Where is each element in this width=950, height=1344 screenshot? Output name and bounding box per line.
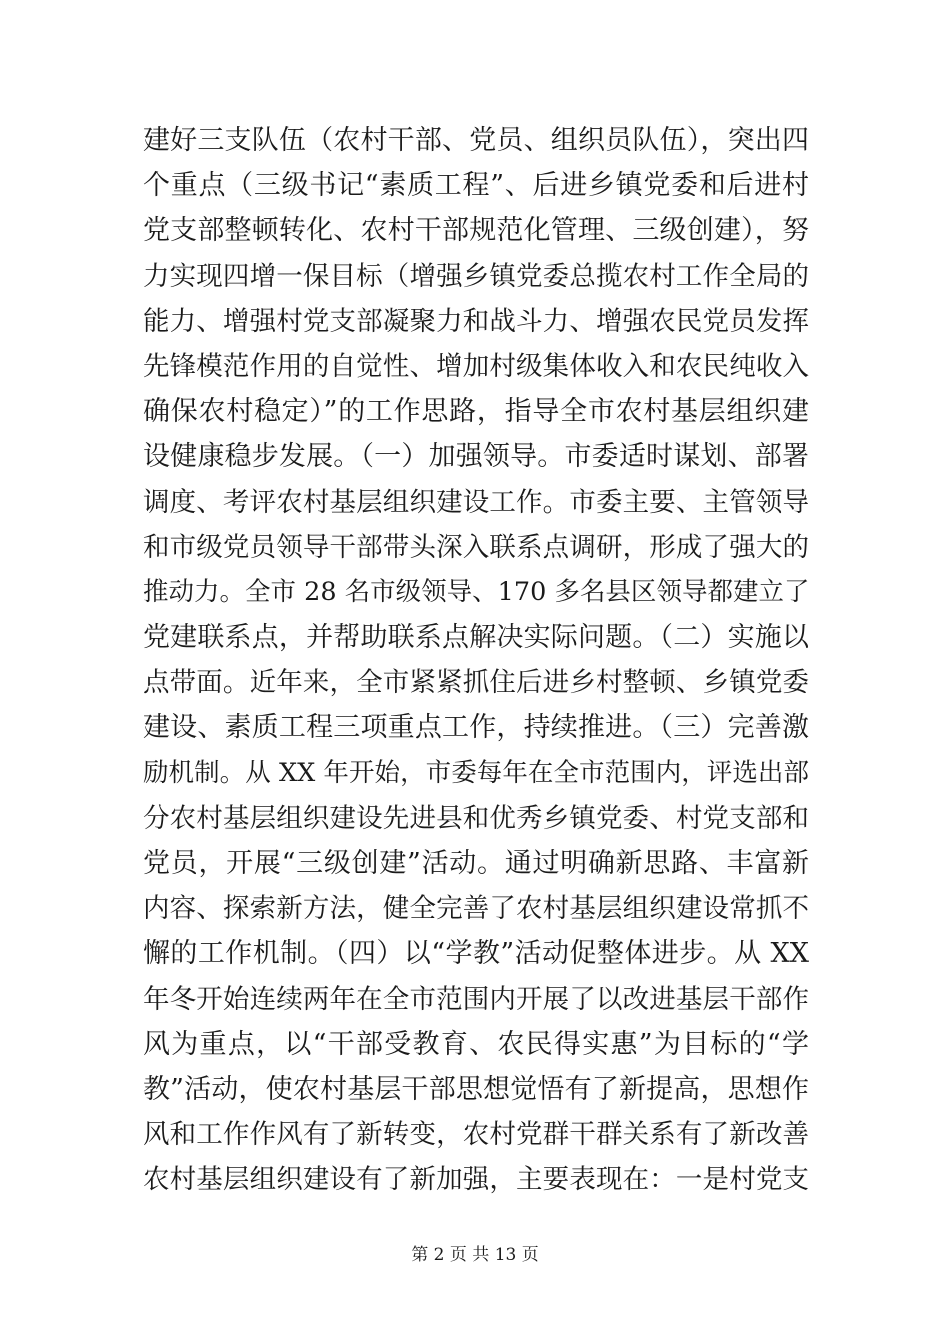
text-line: 确保农村稳定）”的工作思路，指导全市农村基层组织建 — [143, 396, 809, 428]
text-line: 风为重点，以“干部受教育、农民得实惠”为目标的“学 — [143, 1028, 809, 1060]
text-line: 励机制。从 XX 年开始，市委每年在全市范围内，评选出部 — [143, 757, 809, 788]
text-line: 风和工作作风有了新转变，农村党群干群关系有了新改善 — [143, 1119, 809, 1151]
text-line: 党员，开展“三级创建”活动。通过明确新思路、丰富新 — [143, 848, 809, 879]
text-line: 党建联系点，并帮助联系点解决实际问题。（二）实施以 — [143, 622, 809, 654]
text-line: 内容、探索新方法，健全完善了农村基层组织建设常抓不 — [143, 893, 809, 925]
text-line: 推动力。全市 28 名市级领导、170 多名县区领导都建立了 — [143, 576, 809, 607]
text-line: 建设、素质工程三项重点工作，持续推进。（三）完善激 — [143, 712, 809, 744]
text-line: 个重点（三级书记“素质工程”、后进乡镇党委和后进村 — [143, 170, 809, 202]
page-number-footer: 第 2 页 共 13 页 — [411, 1245, 539, 1265]
text-line: 先锋模范作用的自觉性、增加村级集体收入和农民纯收入 — [143, 350, 809, 382]
text-line: 能力、增强村党支部凝聚力和战斗力、增强农民党员发挥 — [143, 305, 809, 337]
text-line: 分农村基层组织建设先进县和优秀乡镇党委、村党支部和 — [143, 802, 809, 834]
text-line: 农村基层组织建设有了新加强，主要表现在：一是村党支 — [143, 1164, 809, 1196]
text-line: 懈的工作机制。（四）以“学教”活动促整体进步。从 XX — [143, 938, 809, 970]
text-line: 点带面。近年来，全市紧紧抓住后进乡村整顿、乡镇党委 — [143, 667, 809, 699]
text-line: 年冬开始连续两年在全市范围内开展了以改进基层干部作 — [143, 983, 809, 1015]
text-line: 调度、考评农村基层组织建设工作。市委主要、主管领导 — [143, 486, 809, 518]
text-line: 力实现四增一保目标（增强乡镇党委总揽农村工作全局的 — [143, 260, 809, 292]
text-line: 和市级党员领导干部带头深入联系点调研，形成了强大的 — [143, 531, 809, 563]
body-paragraph — [143, 118, 809, 1203]
text-line: 建好三支队伍（农村干部、党员、组织员队伍），突出四 — [143, 125, 809, 156]
text-line: 设健康稳步发展。（一）加强领导。市委适时谋划、部署 — [143, 441, 809, 473]
text-line: 党支部整顿转化、农村干部规范化管理、三级创建），努 — [143, 215, 809, 247]
text-line: 教”活动，使农村基层干部思想觉悟有了新提高，思想作 — [143, 1073, 809, 1105]
